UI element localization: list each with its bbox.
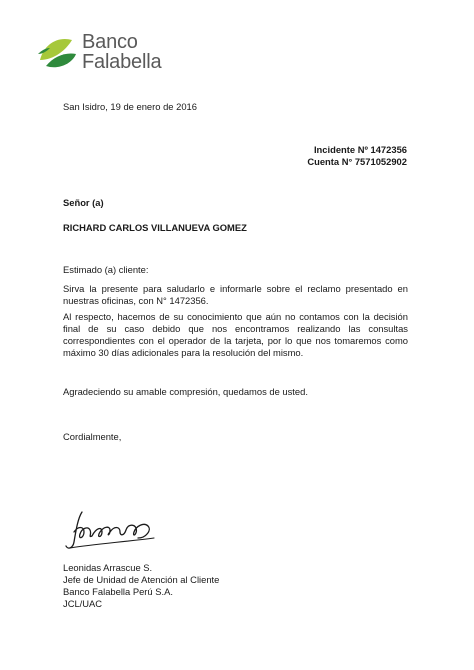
account-number: Cuenta N° 7571052902 [307, 156, 407, 167]
paragraph-2: Al respecto, hacemos de su conocimiento que aún no contamos con la decisión final de su caso debido que nos encontramos realizando las consultas correspondientes con el operador de la tarjeta, por lo que nos tomaremos como máximo 30 días adicionales para la resolución del mismo. [63, 311, 408, 358]
greeting: Estimado (a) cliente: [63, 264, 149, 275]
signer-company: Banco Falabella Perú S.A. [63, 586, 173, 597]
thanks-line: Agradeciendo su amable compresión, quedamos de usted. [63, 386, 308, 397]
logo-word-falabella: Falabella [82, 51, 162, 73]
logo-word-banco: Banco [82, 31, 138, 53]
handwritten-signature [64, 508, 160, 554]
leaf-icon [36, 30, 80, 74]
place-date: San Isidro, 19 de enero de 2016 [63, 101, 197, 112]
bank-logo [36, 30, 176, 76]
signer-name: Leonidas Arrascue S. [63, 562, 153, 573]
closing-line: Cordialmente, [63, 431, 122, 442]
recipient-salutation: Señor (a) [63, 197, 104, 208]
reference-code: JCL/UAC [63, 598, 103, 609]
paragraph-1: Sirva la presente para saludarlo e informarle sobre el reclamo presentado en nuestras oficinas, con N° 1472356. [63, 283, 408, 306]
recipient-name: RICHARD CARLOS VILLANUEVA GOMEZ [63, 222, 247, 233]
signer-title: Jefe de Unidad de Atención al Cliente [63, 574, 220, 585]
incident-number: Incidente Nº 1472356 [313, 144, 407, 155]
